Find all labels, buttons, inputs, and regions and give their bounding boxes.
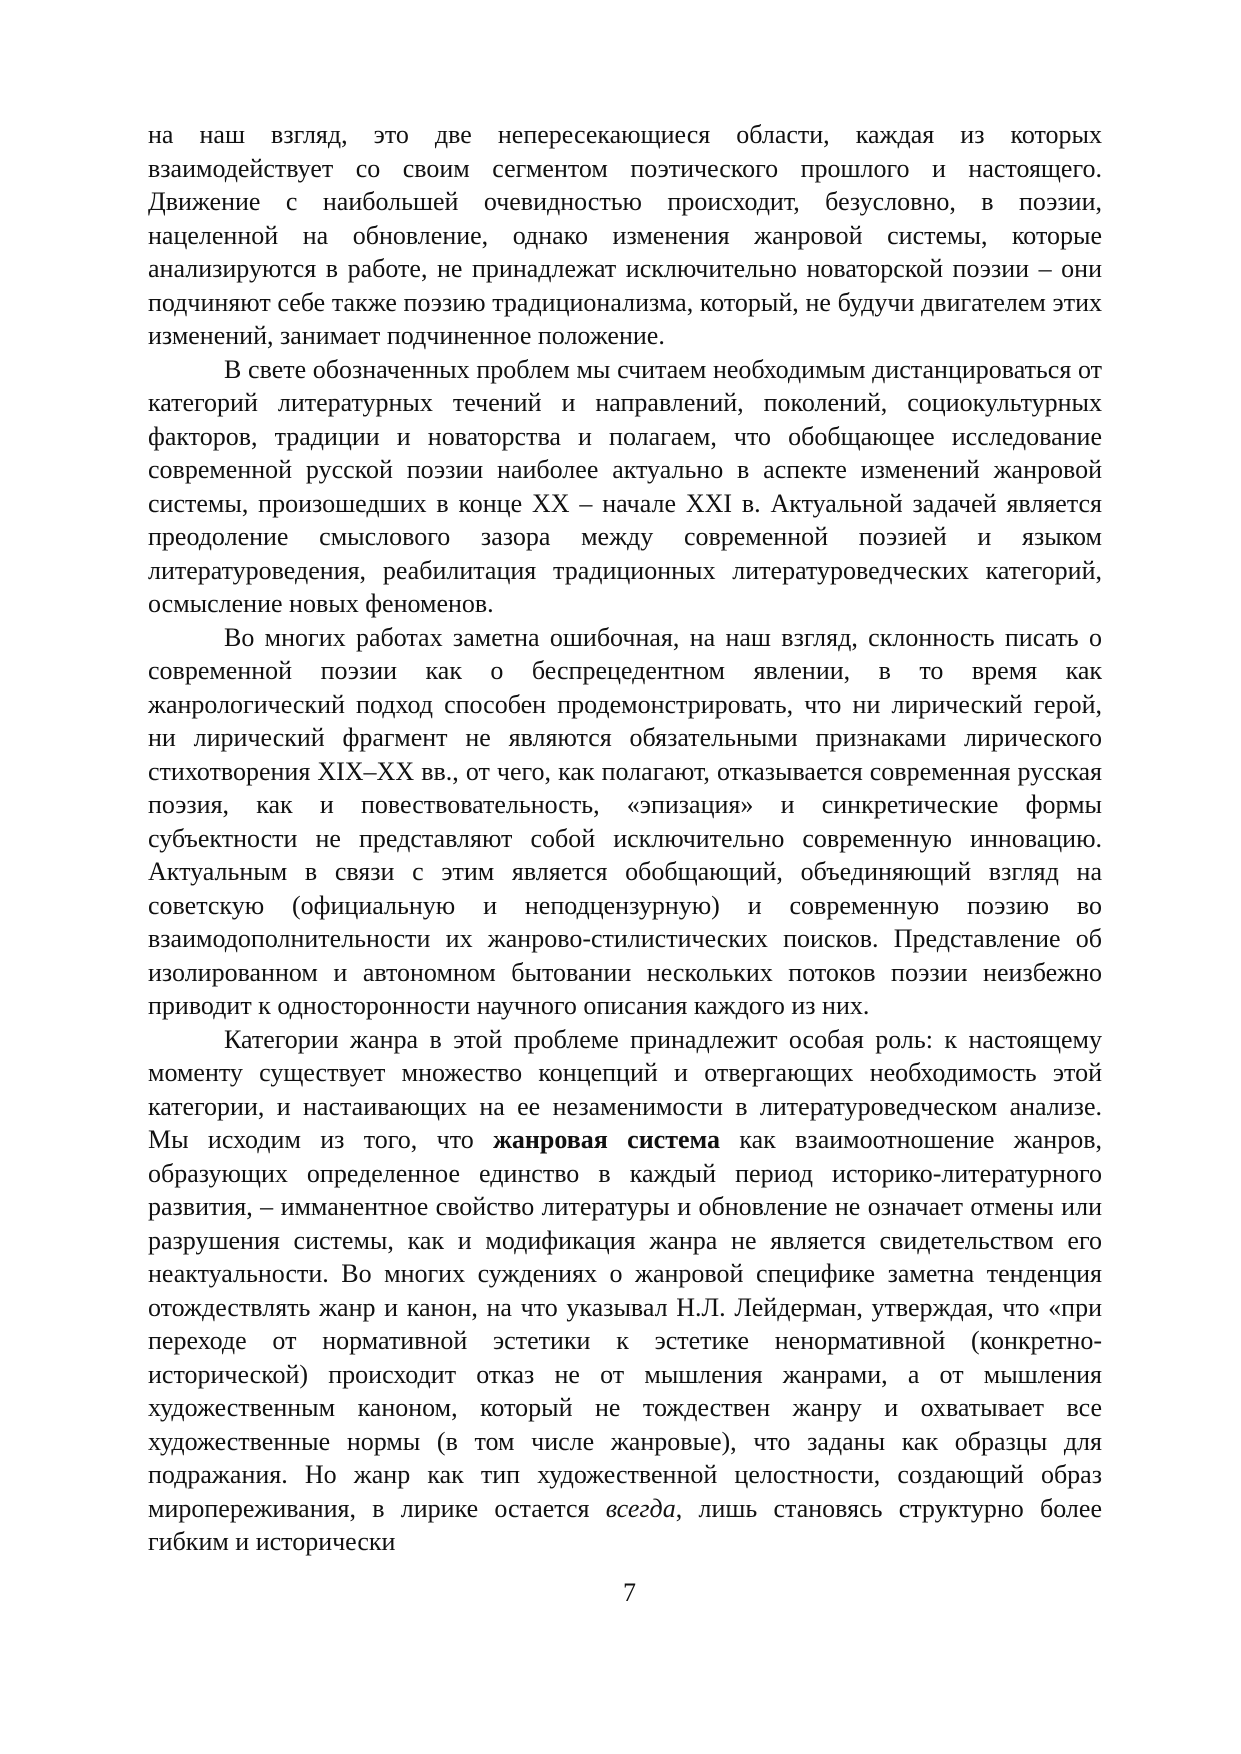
text-segment: на наш взгляд, это две непересекающиеся области, каждая из которых взаимодействует со своим сегментом поэтического прошлого и настоящего. Движение с наибольшей очевидностью происходит, безусловно, в поэзии, нацеленной на обновление, однако изменения жанровой системы, которые анализируются в работе, не принадлежат исключительно новаторской поэзии – они подчиняют себе также поэзию традиционализма, который, не будучи двигателем этих изменений, занимает подчиненное положение.	[148, 120, 1102, 350]
paragraph	[148, 118, 1102, 353]
paragraph	[148, 1023, 1102, 1559]
text-segment: как взаимоотношение жанров, образующих определенное единство в каждый период историко-литературного развития, – имманентное свойство литературы и обновление не означает отмены или разрушения системы, как и модификация жанра не является свидетельством его неактуальности. Во многих суждениях о жанровой специфике заметна тенденция отождествлять жанр и канон, на что указывал Н.Л. Лейдерман, утверждая, что «при переходе от нормативной эстетики к эстетике ненормативной (конкретно-исторической) происходит отказ не от мышления жанрами, а от мышления художественным каноном, который не тождествен жанру и охватывает все художественные нормы (в том числе жанровые), что заданы как образцы для подражания. Но жанр как тип художественной целостности, создающий образ миропереживания, в лирике остается	[148, 1125, 1102, 1523]
body-text	[148, 118, 1102, 1559]
text-segment: Во многих работах заметна ошибочная, на наш взгляд, склонность писать о современной поэзии как о беспрецедентном явлении, в то время как жанрологический подход способен продемонстрировать, что ни лирический герой, ни лирический фрагмент не являются обязательными признаками лирического стихотворения XIX–XX вв., от чего, как полагают, отказывается современная русская поэзия, как и повествовательность, «эпизация» и синкретические формы субъектности не представляют собой исключительно современную инновацию. Актуальным в связи с этим является обобщающий, объединяющий взгляд на советскую (официальную и неподцензурную) и современную поэзию во взаимодополнительности их жанрово-стилистических поисков. Представление об изолированном и автономном бытовании нескольких потоков поэзии неизбежно приводит к односторонности научного описания каждого из них.	[148, 622, 1102, 1020]
bold-term: жанровая система	[493, 1125, 721, 1154]
text-segment: , лишь становясь структурно более гибким и исторически	[148, 1493, 1102, 1556]
paragraph	[148, 621, 1102, 1023]
paragraph	[148, 353, 1102, 621]
page-number: 7	[623, 1578, 636, 1607]
text-segment: Категории жанра в этой проблеме принадлежит особая роль: к настоящему моменту существует множество концепций и отвергающих необходимость этой категории, и настаивающих на ее незаменимости в литературоведческом анализе. Мы исходим из того, что	[148, 1024, 1102, 1154]
italic-emphasis: всегда	[605, 1493, 676, 1523]
text-segment: В свете обозначенных проблем мы считаем необходимым дистанцироваться от категорий литературных течений и направлений, поколений, социокультурных факторов, традиции и новаторства и полагаем, что обобщающее исследование современной русской поэзии наиболее актуально в аспекте изменений жанровой системы, произошедших в конце XX – начале XXI в. Актуальной задачей является преодоление смыслового зазора между современной поэзией и языком литературоведения, реабилитация традиционных литературоведческих категорий, осмысление новых феноменов.	[148, 354, 1102, 618]
